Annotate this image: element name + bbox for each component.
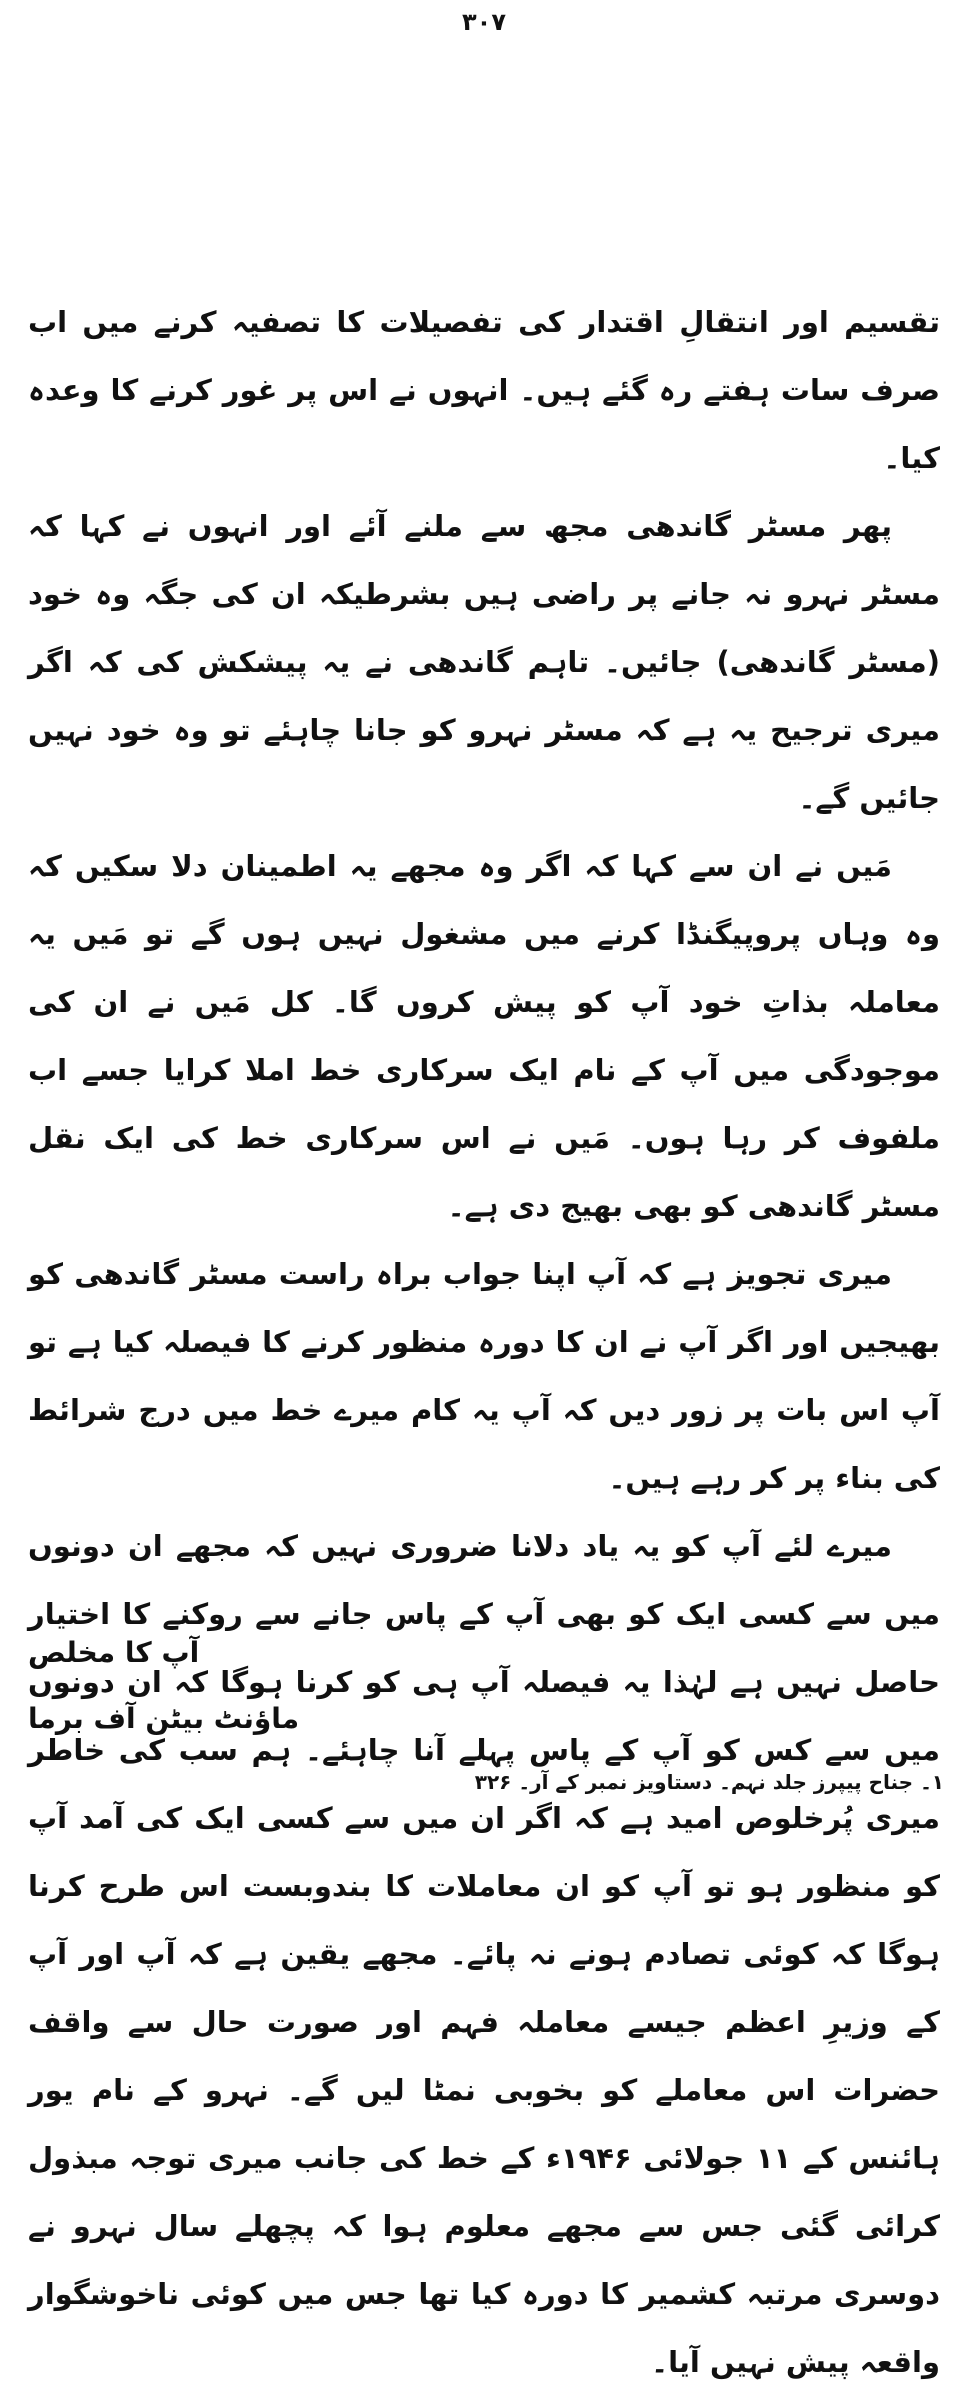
paragraph-1: تقسیم اور انتقالِ اقتدار کی تفصیلات کا تصفیہ کرنے میں اب صرف سات ہفتے رہ گئے ہیں۔ انہوں نے اس پر غور کرنے کا وعدہ کیا۔ bbox=[28, 305, 940, 475]
paragraph-3: مَیں نے ان سے کہا کہ اگر وہ مجھے یہ اطمینان دلا سکیں کہ وہ وہاں پروپیگنڈا کرنے میں مشغول نہیں ہوں گے تو مَیں یہ معاملہ بذاتِ خود آپ کو پیش کروں گا۔ کل مَیں نے ان کی موجودگی میں آپ کے نام ایک سرکاری خط املا کرایا جسے اب ملفوف کر رہا ہوں۔ مَیں نے اس سرکاری خط کی ایک نقل مسٹر گاندھی کو بھی بھیج دی ہے۔ bbox=[28, 849, 940, 1223]
letter-body bbox=[28, 288, 940, 2396]
paragraph-5: میرے لئے آپ کو یہ یاد دلانا ضروری نہیں کہ مجھے ان دونوں میں سے کسی ایک کو بھی آپ کے پاس جانے سے روکنے کا اختیار حاصل نہیں ہے لہٰذا یہ فیصلہ آپ ہی کو کرنا ہوگا کہ ان دونوں میں سے کس کو آپ کے پاس پہلے آنا چاہئے۔ ہم سب کی خاطر میری پُرخلوص امید ہے کہ اگر ان میں سے کسی ایک کی آمد آپ کو منظور ہو تو آپ کو ان معاملات کا بندوبست اس طرح کرنا ہوگا کہ کوئی تصادم ہونے نہ پائے۔ مجھے یقین ہے کہ آپ اور آپ کے وزیرِ اعظم جیسے معاملہ فہم اور صورت حال سے واقف حضرات اس معاملے کو بخوبی نمٹا لیں گے۔ نہرو کے نام یور ہائنس کے ۱۱ جولائی ۱۹۴۶ء کے خط کی جانب میری توجہ مبذول کرائی گئی جس سے مجھے معلوم ہوا کہ پچھلے سال نہرو نے دوسری مرتبہ کشمیر کا دورہ کیا تھا جس میں کوئی ناخوشگوار واقعہ پیش نہیں آیا۔ bbox=[28, 1529, 940, 2379]
paragraph-4: میری تجویز ہے کہ آپ اپنا جواب براہ راست مسٹر گاندھی کو بھیجیں اور اگر آپ نے ان کا دورہ منظور کرنے کا فیصلہ کیا ہے تو آپ اس بات پر زور دیں کہ آپ یہ کام میرے خط میں درج شرائط کی بناء پر کر رہے ہیں۔ bbox=[28, 1257, 940, 1495]
footnote: ۱۔ جناح پیپرز جلد نہم۔ دستاویز نمبر کے آر۔ ۳۲۶ bbox=[474, 1770, 944, 1794]
letter-closing bbox=[28, 1620, 968, 1752]
closing-signature: ماؤنٹ بیٹن آف برما bbox=[28, 1702, 300, 1735]
page-number: ۳۰۷ bbox=[462, 8, 506, 36]
paragraph-2: پھر مسٹر گاندھی مجھ سے ملنے آئے اور انہوں نے کہا کہ مسٹر نہرو نہ جانے پر راضی ہیں بشرطیکہ ان کی جگہ وہ خود (مسٹر گاندھی) جائیں۔ تاہم گاندھی نے یہ پیشکش کی کہ اگر میری ترجیح یہ ہے کہ مسٹر نہرو کو جانا چاہئے تو وہ خود نہیں جائیں گے۔ bbox=[28, 509, 940, 815]
closing-salutation: آپ کا مخلص bbox=[28, 1636, 200, 1669]
